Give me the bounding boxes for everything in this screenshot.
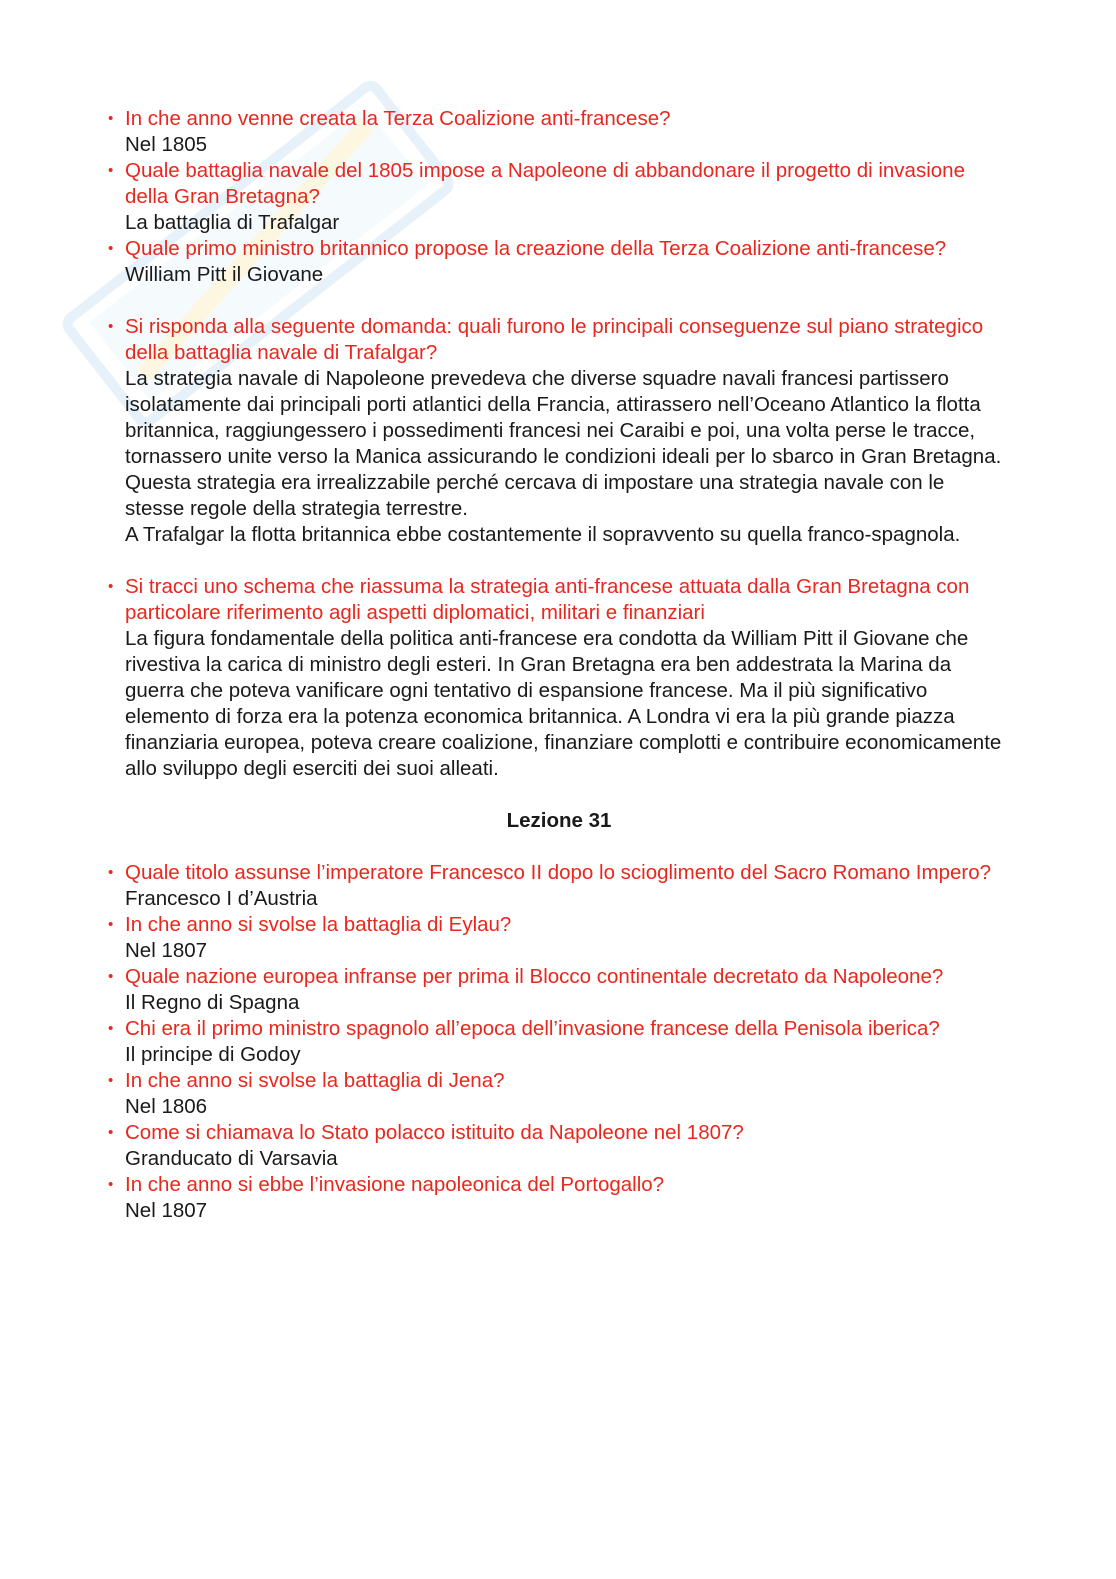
answer-text: Nel 1807 — [125, 1199, 208, 1222]
question-text: • Si tracci uno schema che riassuma la strategia anti-francese attuata dalla Gran Bretagna con particolare riferimento agli aspetti diplomatici, militari e finanziari — [125, 574, 1006, 626]
lesson-heading: Lezione 31 — [506, 809, 612, 832]
answer-text: Il principe di Godoy — [125, 1043, 301, 1066]
question-text: • Quale nazione europea infranse per prima il Blocco continentale decretato da Napoleone? — [125, 964, 1006, 990]
qa-item — [0, 158, 1116, 236]
question-text: • In che anno si ebbe l’invasione napoleonica del Portogallo? — [125, 1172, 1006, 1198]
answer-text: Nel 1807 — [125, 939, 208, 962]
answer-text: Francesco I d’Austria — [125, 887, 318, 910]
answer-paragraph: La strategia navale di Napoleone prevedeva che diverse squadre navali francesi partissero isolatamente dai principali porti atlantici della Francia, attirassero nell’Oceano Atlantico la flotta britannica, raggiungessero i possedimenti francesi nei Caraibi e poi, una volta perse le tracce, tornassero unite verso la Manica assicurando le condizioni ideali per lo sbarco in Gran Bretagna. — [125, 367, 1002, 468]
answer-paragraph: Questa strategia era irrealizzabile perché cercava di impostare una strategia navale con le stesse regole della strategia terrestre. — [125, 471, 945, 520]
spacer — [0, 548, 1116, 574]
qa-item — [0, 574, 1116, 782]
answer-paragraph: La figura fondamentale della politica anti-francese era condotta da William Pitt il Giovane che rivestiva la carica di ministro degli esteri. In Gran Bretagna era ben addestrata la Marina da guerra che poteva vanificare ogni tentativo di espansione francese. Ma il più significativo elemento di forza era la potenza economica britannica. A Londra vi era la più grande piazza finanziaria europea, poteva creare coalizione, finanziare complotti e contribuire economicamente allo sviluppo degli eserciti dei suoi alleati. — [125, 627, 1002, 780]
answer-paragraph: A Trafalgar la flotta britannica ebbe costantemente il sopravvento su quella franco-spagnola. — [125, 523, 961, 546]
answer-text: La battaglia di Trafalgar — [125, 211, 340, 234]
question-text: • Quale primo ministro britannico propose la creazione della Terza Coalizione anti-francese? — [125, 236, 1006, 262]
qa-item — [0, 1172, 1116, 1224]
question-text: • Come si chiamava lo Stato polacco istituito da Napoleone nel 1807? — [125, 1120, 1006, 1146]
answer-text: Granducato di Varsavia — [125, 1147, 338, 1170]
answer-text: Nel 1805 — [125, 133, 208, 156]
qa-item — [0, 964, 1116, 1016]
answer-text: Il Regno di Spagna — [125, 991, 300, 1014]
answer-text: William Pitt il Giovane — [125, 263, 324, 286]
spacer — [0, 834, 1116, 860]
qa-item — [0, 314, 1116, 548]
qa-item — [0, 860, 1116, 912]
question-text: • Quale battaglia navale del 1805 impose a Napoleone di abbandonare il progetto di invasione della Gran Bretagna? — [125, 158, 1006, 210]
qa-item — [0, 236, 1116, 288]
question-text: • In che anno si svolse la battaglia di Eylau? — [125, 912, 1006, 938]
document-page — [0, 106, 1116, 1224]
question-text: • Si risponda alla seguente domanda: quali furono le principali conseguenze sul piano strategico della battaglia navale di Trafalgar? — [125, 314, 1006, 366]
qa-item — [0, 106, 1116, 158]
spacer — [0, 288, 1116, 314]
question-text: • In che anno si svolse la battaglia di Jena? — [125, 1068, 1006, 1094]
spacer — [0, 782, 1116, 808]
qa-item — [0, 1068, 1116, 1120]
question-text: • Quale titolo assunse l’imperatore Francesco II dopo lo scioglimento del Sacro Romano Impero? — [125, 860, 1006, 886]
question-text: • In che anno venne creata la Terza Coalizione anti-francese? — [125, 106, 1006, 132]
qa-item — [0, 1016, 1116, 1068]
question-text: • Chi era il primo ministro spagnolo all’epoca dell’invasione francese della Penisola iberica? — [125, 1016, 1006, 1042]
qa-item — [0, 1120, 1116, 1172]
qa-item — [0, 912, 1116, 964]
answer-text: Nel 1806 — [125, 1095, 208, 1118]
